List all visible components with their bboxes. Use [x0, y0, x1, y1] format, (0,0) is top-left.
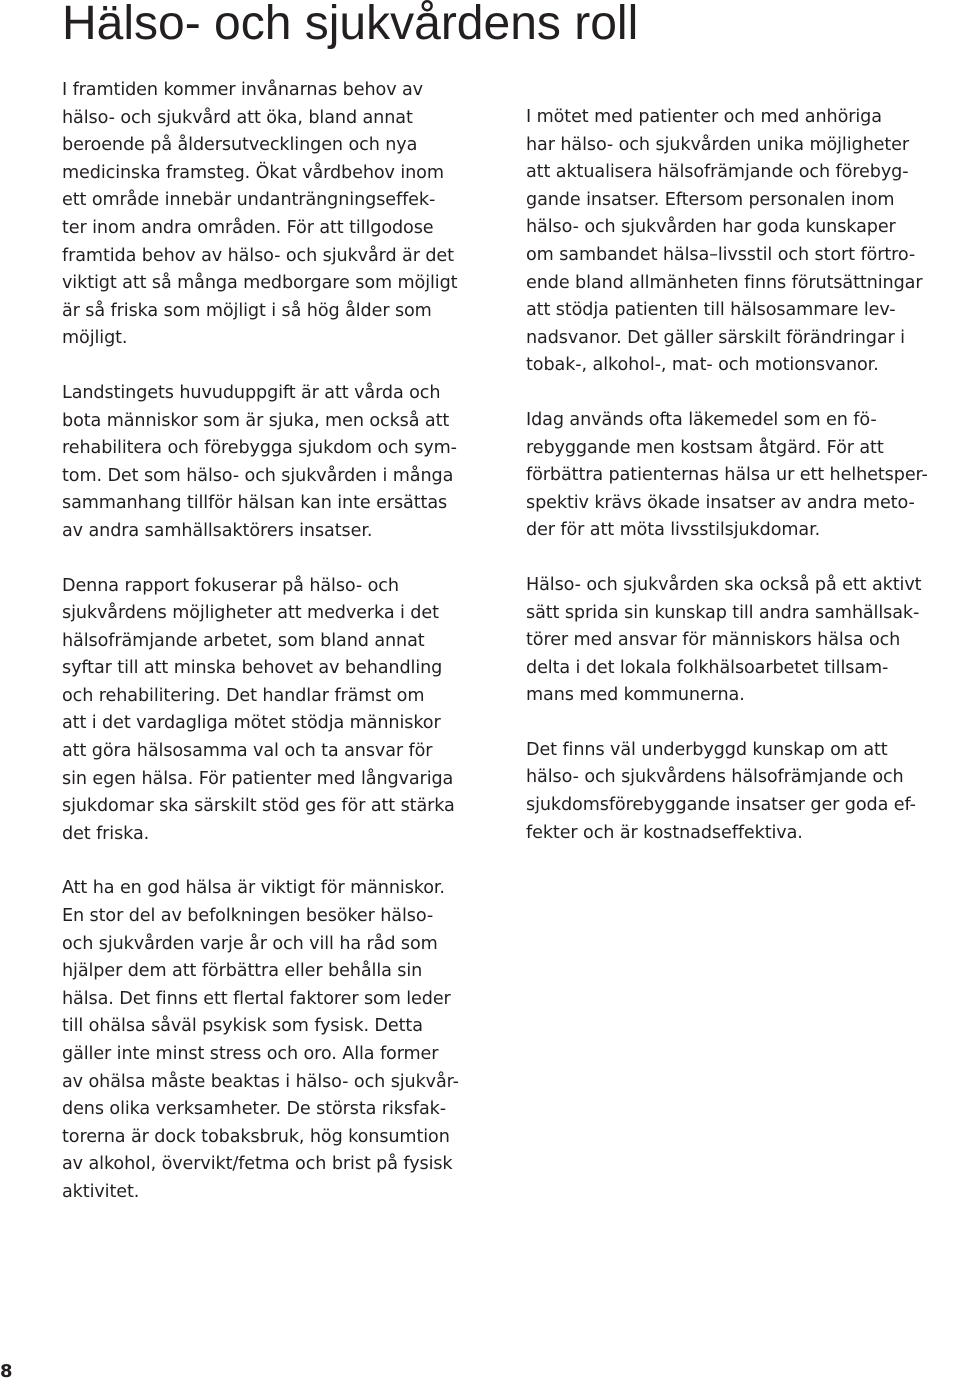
paragraph [526, 407, 960, 545]
paragraph [62, 77, 502, 353]
paragraph [62, 875, 502, 1206]
text-line: medicinska framsteg. Ökat vårdbehov inom [62, 162, 444, 183]
text-line: tobak-, alkohol-, mat- och motionsvanor. [526, 355, 879, 376]
text-line: der för att möta livsstilsjukdomar. [526, 520, 821, 541]
text-line: till ohälsa såväl psykisk som fysisk. Detta [62, 1016, 423, 1037]
text-line: att göra hälsosamma val och ta ansvar för [62, 741, 433, 762]
text-line: rebyggande men kostsam åtgärd. För att [526, 437, 884, 458]
text-line: och rehabilitering. Det handlar främst om [62, 685, 425, 706]
text-line: om sambandet hälsa–livsstil och stort förtro- [526, 244, 916, 265]
text-line: och sjukvården varje år och vill ha råd som [62, 933, 438, 954]
text-line: nadsvanor. Det gäller särskilt förändringar i [526, 327, 905, 348]
text-line: hälsofrämjande arbetet, som bland annat [62, 630, 425, 651]
text-line: delta i det lokala folkhälsoarbetet tillsam- [526, 657, 889, 678]
text-line: Idag används ofta läkemedel som en fö- [526, 409, 877, 430]
paragraph [526, 737, 960, 847]
text-line: sjukvårdens möjligheter att medverka i det [62, 603, 439, 624]
text-line: mans med kommunerna. [526, 685, 745, 706]
text-line: tom. Det som hälso- och sjukvården i många [62, 465, 454, 486]
text-line: hälso- och sjukvården har goda kunskaper [526, 217, 896, 238]
text-line: spektiv krävs ökade insatser av andra meto- [526, 492, 915, 513]
text-line: bota människor som är sjuka, men också att [62, 410, 450, 431]
page-number: 8 [0, 1361, 13, 1382]
text-line: möjligt. [62, 328, 128, 349]
text-line: fekter och är kostnadseffektiva. [526, 822, 803, 843]
text-line: Att ha en god hälsa är viktigt för människor. [62, 878, 445, 899]
text-line: hjälper dem att förbättra eller behålla sin [62, 961, 423, 982]
text-line: torerna är dock tobaksbruk, hög konsumtion [62, 1126, 450, 1147]
text-line: I framtiden kommer invånarnas behov av [62, 80, 423, 100]
text-line: ett område innebär undanträngningseffek- [62, 190, 436, 211]
text-line: sammanhang tillför hälsan kan inte ersättas [62, 493, 448, 514]
text-line: av ohälsa måste beaktas i hälso- och sjukvår- [62, 1071, 459, 1092]
paragraph [526, 572, 960, 710]
paragraph [526, 104, 960, 380]
text-line: rehabilitera och förebygga sjukdom och sym- [62, 438, 457, 459]
text-line: gande insatser. Eftersom personalen inom [526, 189, 895, 210]
text-line: dens olika verksamheter. De största riksfak- [62, 1099, 446, 1120]
text-line: Hälso- och sjukvården ska också på ett aktivt [526, 574, 922, 595]
left-column [62, 77, 502, 1207]
text-line: sjukdomar ska särskilt stöd ges för att stärka [62, 796, 455, 817]
text-line: syftar till att minska behovet av behandling [62, 658, 443, 679]
text-line: gäller inte minst stress och oro. Alla former [62, 1044, 439, 1064]
text-line: ter inom andra områden. För att tillgodose [62, 217, 434, 238]
paragraph [62, 573, 502, 849]
text-line: aktivitet. [62, 1181, 140, 1202]
text-line: Landstingets huvuduppgift är att vårda och [62, 382, 441, 403]
text-line: av alkohol, övervikt/fetma och brist på fysisk [62, 1154, 453, 1175]
text-line: det friska. [62, 823, 150, 844]
text-line: Denna rapport fokuserar på hälso- och [62, 575, 399, 596]
paragraph [62, 380, 502, 546]
text-line: Det finns väl underbyggd kunskap om att [526, 739, 888, 760]
text-line: sätt sprida sin kunskap till andra samhällsak- [526, 602, 920, 623]
text-line: I mötet med patienter och med anhöriga [526, 107, 882, 127]
text-line: har hälso- och sjukvården unika möjligheter [526, 134, 910, 155]
text-line: är så friska som möjligt i så hög ålder som [62, 300, 432, 321]
text-line: sin egen hälsa. För patienter med långvariga [62, 768, 454, 789]
right-column [526, 77, 960, 847]
text-line: beroende på åldersutvecklingen och nya [62, 135, 418, 156]
text-line: törer med ansvar för människors hälsa och [526, 630, 901, 651]
text-line: hälso- och sjukvårdens hälsofrämjande och [526, 767, 904, 788]
text-line: hälsa. Det finns ett flertal faktorer som leder [62, 988, 451, 1009]
text-line: viktigt att så många medborgare som möjligt [62, 273, 458, 294]
text-line: att aktualisera hälsofrämjande och förebyg- [526, 162, 909, 183]
text-line: av andra samhällsaktörers insatser. [62, 520, 373, 541]
text-line: ende bland allmänheten finns förutsättningar [526, 272, 923, 293]
text-line: hälso- och sjukvård att öka, bland annat [62, 107, 413, 128]
text-line: framtida behov av hälso- och sjukvård är det [62, 245, 454, 266]
text-line: En stor del av befolkningen besöker hälso- [62, 906, 434, 927]
page-title: Hälso- och sjukvårdens roll [62, 0, 639, 50]
text-line: att stödja patienten till hälsosammare lev- [526, 300, 896, 321]
text-line: sjukdomsförebyggande insatser ger goda ef- [526, 795, 916, 816]
text-line: förbättra patienternas hälsa ur ett helhetsper- [526, 465, 928, 486]
text-line: att i det vardagliga mötet stödja människor [62, 713, 441, 734]
